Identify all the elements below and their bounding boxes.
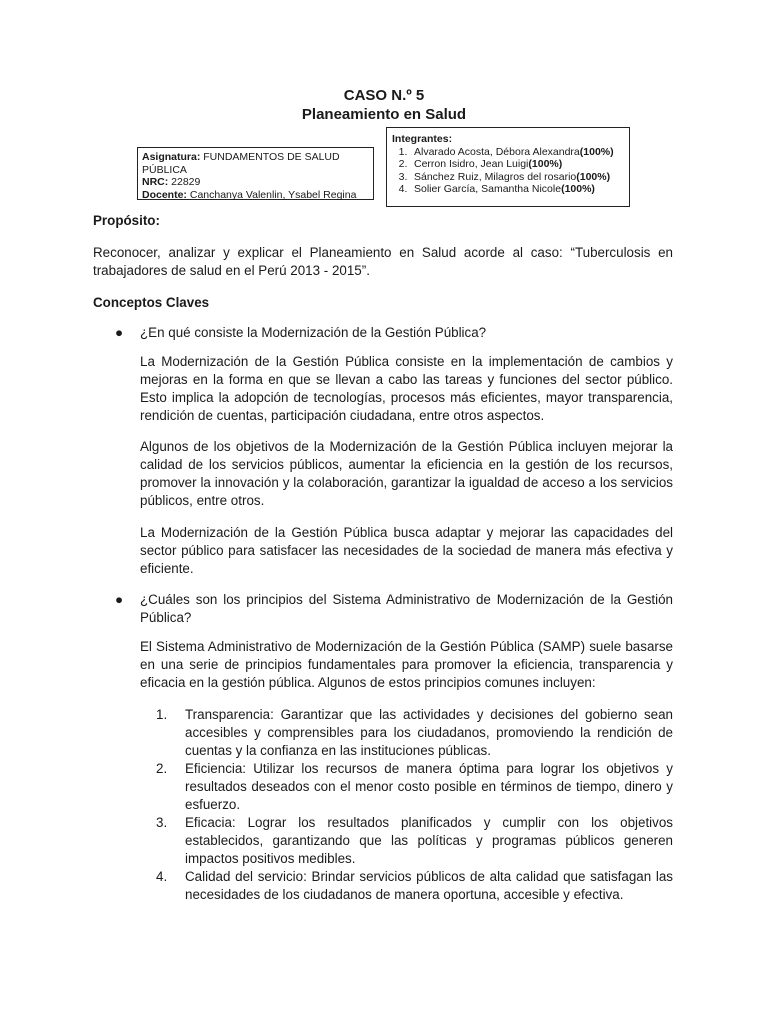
q1-paragraph-1: La Modernización de la Gestión Pública consiste en la implementación de cambios y mejoras en la forma en que se llevan a cabo las tareas y funciones del sector público. Esto implica la adopción de tecnologías, procesos más eficientes, mayor transparencia, rendición de cuentas, participación ciudadana, entre otros aspectos.: [140, 354, 673, 423]
nrc-line: [142, 176, 373, 189]
question-item: [93, 324, 673, 342]
member-number: 4.: [398, 183, 408, 195]
principle-item: [156, 760, 673, 814]
principle-number: 4.: [156, 868, 168, 884]
course-info-box: [137, 147, 374, 200]
members-list: [392, 146, 629, 196]
principle-number: 1.: [156, 706, 168, 722]
document-subtitle: Planeamiento en Salud: [301, 106, 467, 123]
member-percent: (100%): [528, 158, 563, 170]
principle-number: 3.: [156, 814, 168, 830]
member-percent: (100%): [561, 183, 595, 195]
nrc-value: 22829: [168, 176, 201, 188]
question-text: ¿En qué consiste la Modernización de la Gestión Pública?: [140, 325, 487, 340]
asignatura-line: [142, 151, 373, 164]
docente-label: Docente:: [142, 188, 187, 201]
member-name: Alvarado Acosta, Débora Alexandra: [414, 145, 580, 158]
member-name: Sánchez Ruiz, Milagros del rosario: [414, 170, 577, 183]
principle-text: Eficiencia: Utilizar los recursos de manera óptima para lograr los objetivos y resultados deseados con el menor costo posible en términos de tiempo, dinero y esfuerzo.: [185, 760, 673, 812]
question-text: ¿Cuáles son los principios del Sistema Administrativo de Modernización de la Gestión Pública?: [140, 592, 673, 626]
principle-text: Transparencia: Garantizar que las actividades y decisiones del gobierno sean accesibles y comprensibles para los ciudadanos, promoviendo la rendición de cuentas y la confianza en las instituciones públicas.: [185, 706, 673, 758]
members-label: [392, 133, 629, 146]
nrc-label: NRC:: [142, 176, 169, 188]
bullet-icon: ●: [115, 325, 124, 340]
member-number: 1.: [398, 145, 408, 158]
q1-paragraph-2: Algunos de los objetivos de la Modernización de la Gestión Pública incluyen mejorar la calidad de los servicios públicos, aumentar la eficiencia en la gestión de los recursos, promover la innovación y la colaboración, garantizar la igualdad de acceso a los servicios públicos, entre otros.: [140, 439, 673, 509]
member-item: [392, 146, 629, 159]
bullet-icon: ●: [115, 592, 124, 608]
question-item: [93, 591, 673, 627]
member-number: 2.: [398, 158, 408, 170]
document-title: CASO N.º 5: [343, 87, 425, 104]
member-item: [392, 158, 629, 171]
q1-paragraph-3: La Modernización de la Gestión Pública busca adaptar y mejorar las capacidades del sector público para satisfacer las necesidades de la sociedad de manera más efectiva y eficiente.: [140, 524, 673, 576]
principle-text: Calidad del servicio: Brindar servicios públicos de alta calidad que satisfagan las necesidades de los ciudadanos de manera oportuna, accesible y efectiva.: [185, 868, 673, 902]
principle-number: 2.: [156, 760, 168, 776]
member-name: Cerron Isidro, Jean Luigi: [414, 158, 529, 170]
principle-text: Eficacia: Lograr los resultados planificados y cumplir con los objetivos establecidos, garantizando que las políticas y programas públicos generen impactos positivos medibles.: [185, 814, 673, 866]
principle-item: [156, 814, 673, 868]
member-percent: (100%): [579, 145, 614, 158]
q2-paragraph-1: El Sistema Administrativo de Modernización de la Gestión Pública (SAMP) suele basarse en una serie de principios fundamentales para promover la eficiencia, transparencia y eficacia en la gestión pública. Algunos de estos principios comunes incluyen:: [140, 639, 673, 691]
conceptos-heading: Conceptos Claves: [93, 295, 210, 310]
member-name: Solier García, Samantha Nicole: [414, 183, 562, 195]
asignatura-value: FUNDAMENTOS DE SALUD: [200, 151, 340, 163]
member-item: [392, 183, 629, 196]
members-box: [386, 127, 630, 207]
asignatura-value-cont: PÚBLICA: [142, 163, 187, 176]
asignatura-label: Asignatura:: [142, 151, 201, 163]
title-block: [0, 86, 768, 124]
document-body: [93, 212, 673, 904]
members-label-text: Integrantes:: [392, 133, 453, 145]
docente-line: [142, 189, 373, 202]
principles-list: [156, 706, 673, 904]
docente-value: Canchanya Valenlin, Ysabel Regina: [186, 188, 357, 201]
proposito-text: Reconocer, analizar y explicar el Planeamiento en Salud acorde al caso: “Tuberculosis en trabajadores de salud en el Perú 2013 - 2015”.: [93, 245, 673, 278]
member-item: [392, 171, 629, 184]
proposito-heading: Propósito:: [93, 213, 160, 228]
member-number: 3.: [398, 170, 408, 183]
principle-item: [156, 868, 673, 904]
member-percent: (100%): [576, 170, 611, 183]
principle-item: [156, 706, 673, 760]
